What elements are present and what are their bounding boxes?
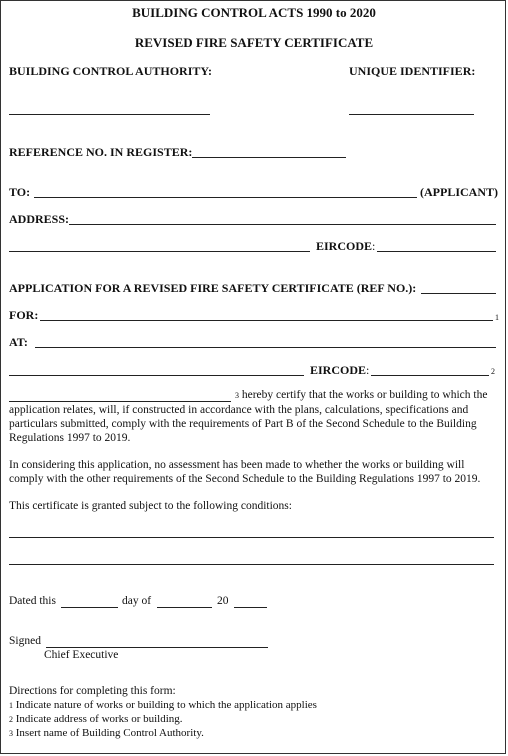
conditions-text: This certificate is granted subject to the following conditions:: [9, 500, 292, 512]
uid-label: UNIQUE IDENTIFIER:: [349, 64, 476, 78]
act-title: BUILDING CONTROL ACTS 1990 to 2020: [132, 5, 376, 20]
for-field[interactable]: [40, 320, 493, 321]
signature-field[interactable]: [46, 647, 268, 648]
eircode-field-2[interactable]: [371, 375, 489, 376]
bca-field[interactable]: [9, 114, 210, 115]
application-label: APPLICATION FOR A REVISED FIRE SAFETY CERTIFICATE (REF NO.):: [9, 281, 417, 295]
note-marker-1: 1: [495, 313, 499, 322]
year-prefix: 20: [217, 595, 229, 607]
applicant-label: (APPLICANT): [420, 185, 498, 199]
note-marker-2: 2: [491, 367, 495, 376]
date-year-field[interactable]: [234, 607, 267, 608]
at-field-2[interactable]: [9, 375, 304, 376]
certificate-title: REVISED FIRE SAFETY CERTIFICATE: [134, 35, 374, 50]
date-day-field[interactable]: [61, 607, 118, 608]
eircode-label-2: EIRCODE:: [310, 363, 370, 377]
to-label: TO:: [9, 185, 31, 199]
certify-paragraph: application relates, will, if constructed in accordance with the plans, calculations, specifications and particulars submitted, comply with the requirements of Part B of the Second Schedule to the Building Regulations 1997 to 2019.: [9, 404, 477, 444]
dated-this-label: Dated this: [9, 595, 56, 607]
at-field-1[interactable]: [35, 347, 496, 348]
conditions-field-1[interactable]: [9, 537, 494, 538]
address-field-2[interactable]: [9, 251, 310, 252]
ref-label: REFERENCE NO. IN REGISTER:: [9, 145, 193, 159]
certify-first-line: 3 hereby certify that the works or building to which the: [235, 389, 488, 401]
direction-item-3: 3 Insert name of Building Control Authority.: [9, 727, 204, 739]
applicant-field[interactable]: [34, 197, 417, 198]
at-label: AT:: [9, 335, 28, 349]
address-label: ADDRESS:: [9, 212, 70, 226]
eircode-field-1[interactable]: [377, 251, 496, 252]
bca-label: BUILDING CONTROL AUTHORITY:: [9, 64, 212, 78]
for-label: FOR:: [9, 308, 39, 322]
chief-executive-label: Chief Executive: [44, 649, 119, 661]
day-of-label: day of: [122, 595, 152, 607]
address-field-1[interactable]: [69, 224, 496, 225]
signed-label: Signed: [9, 635, 41, 647]
directions-title: Directions for completing this form:: [9, 685, 176, 697]
application-ref-field[interactable]: [421, 293, 496, 294]
assessment-paragraph: In considering this application, no assessment has been made to whether the works or building will comply with the other requirements of the Second Schedule to the Building Regulations 1997 to 2019.: [9, 459, 481, 485]
direction-item-2: 2 Indicate address of works or building.: [9, 713, 183, 725]
authority-name-field[interactable]: [9, 401, 231, 402]
conditions-field-2[interactable]: [9, 564, 494, 565]
date-month-field[interactable]: [157, 607, 212, 608]
direction-item-1: 1 Indicate nature of works or building to which the application applies: [9, 699, 317, 711]
uid-field[interactable]: [349, 114, 474, 115]
ref-field[interactable]: [192, 157, 346, 158]
eircode-label-1: EIRCODE:: [316, 239, 376, 253]
